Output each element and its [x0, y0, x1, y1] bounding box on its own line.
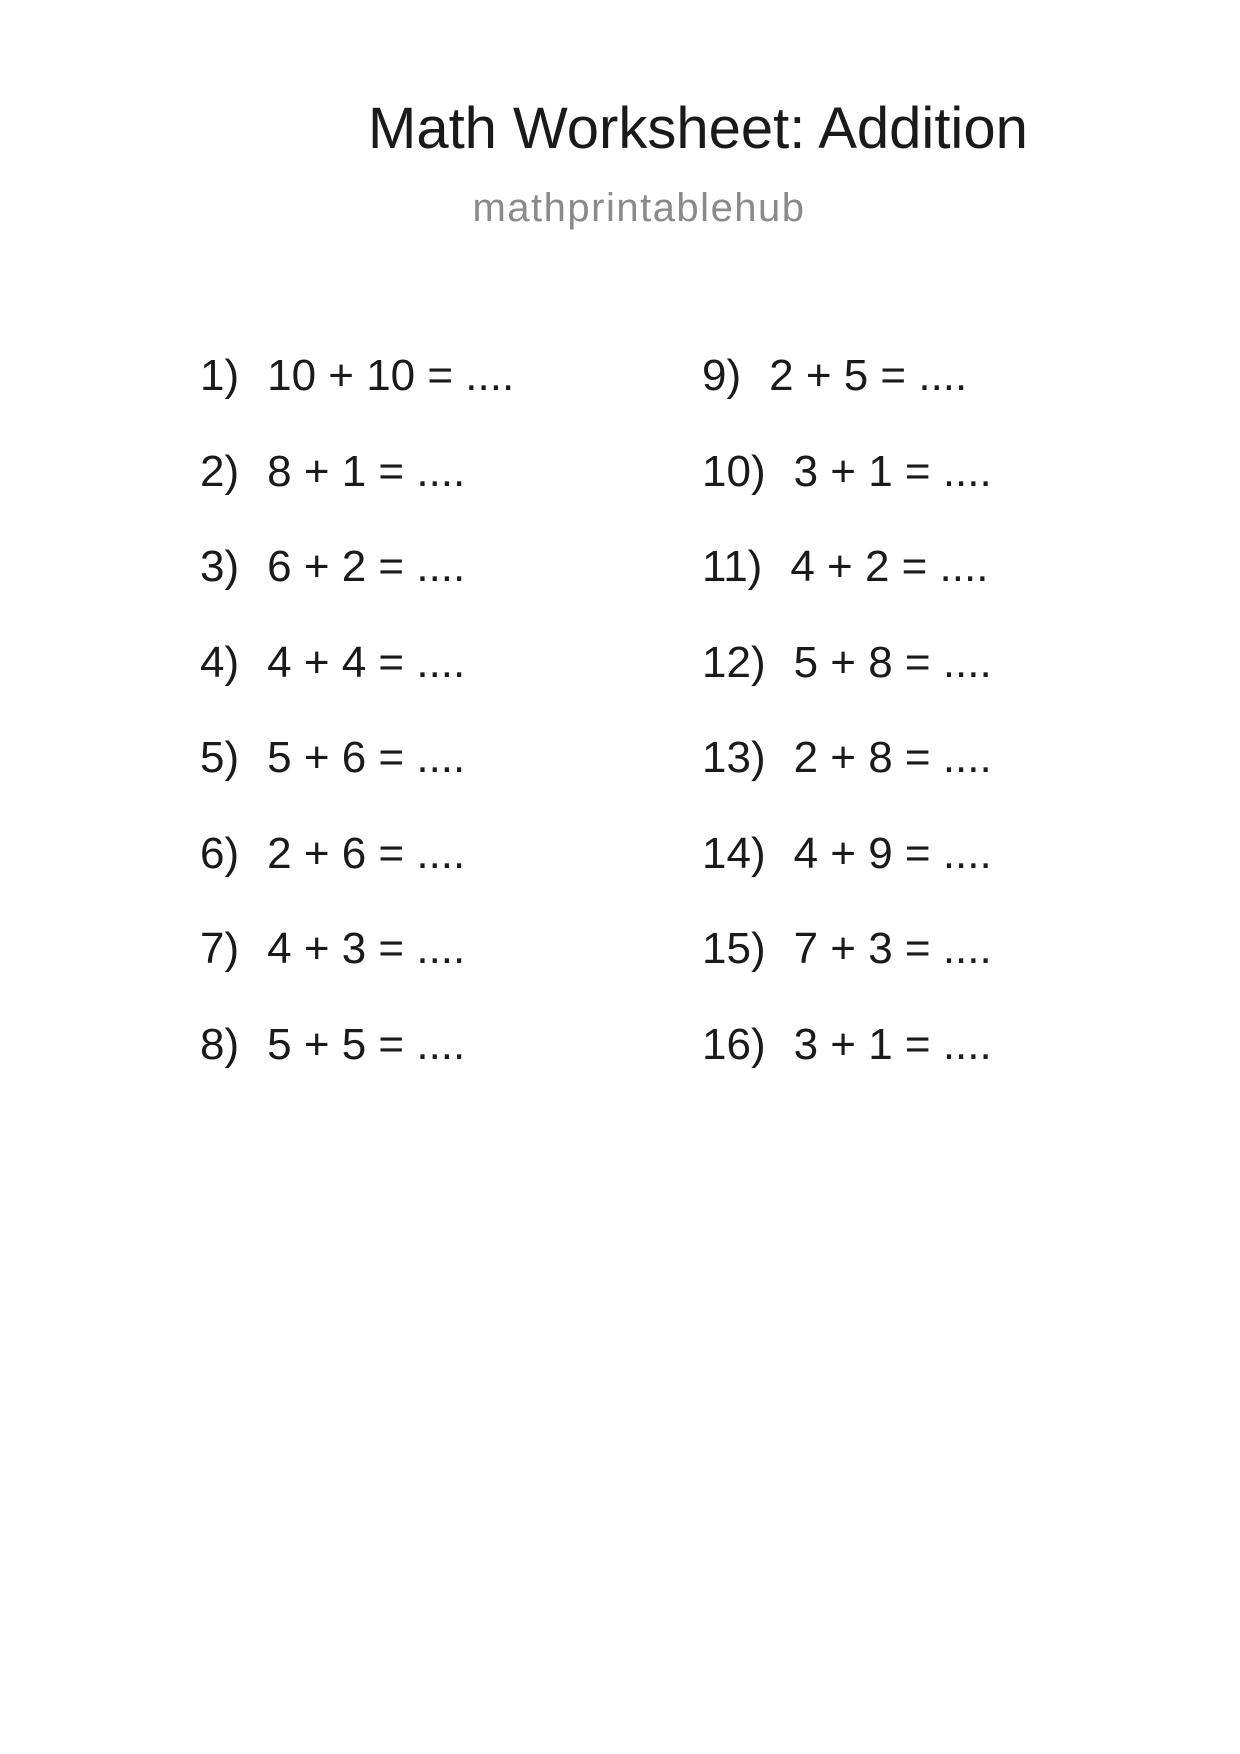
- problem-item-3: [200, 542, 466, 591]
- problem-expression: 5 + 6 = ....: [267, 733, 466, 782]
- problem-item-11: [702, 542, 989, 591]
- problem-item-7: [200, 924, 466, 973]
- problem-number: 10): [702, 447, 766, 496]
- problem-item-4: [200, 638, 466, 687]
- problem-expression: 3 + 1 = ....: [793, 1020, 992, 1069]
- problem-expression: 4 + 9 = ....: [793, 829, 992, 878]
- problem-number: 3): [200, 542, 240, 591]
- problem-item-14: [702, 829, 992, 878]
- problem-expression: 7 + 3 = ....: [793, 924, 992, 973]
- problem-expression: 5 + 8 = ....: [793, 638, 992, 687]
- problem-item-8: [200, 1020, 466, 1069]
- problem-number: 11): [702, 542, 763, 591]
- problem-number: 16): [702, 1020, 766, 1069]
- problem-item-10: [702, 447, 992, 496]
- problem-expression: 6 + 2 = ....: [267, 542, 466, 591]
- problem-item-5: [200, 733, 466, 782]
- problem-item-2: [200, 447, 466, 496]
- problem-number: 4): [200, 638, 240, 687]
- problem-expression: 2 + 5 = ....: [769, 351, 968, 400]
- problem-item-9: [702, 351, 968, 400]
- problem-number: 15): [702, 924, 766, 973]
- page-subtitle: mathprintablehub: [472, 186, 806, 230]
- problem-number: 1): [200, 351, 240, 400]
- problem-number: 9): [702, 351, 742, 400]
- problem-item-12: [702, 638, 992, 687]
- problem-expression: 8 + 1 = ....: [267, 447, 466, 496]
- problem-expression: 10 + 10 = ....: [267, 351, 515, 400]
- problem-item-16: [702, 1020, 992, 1069]
- problem-expression: 4 + 2 = ....: [790, 542, 989, 591]
- problem-number: 8): [200, 1020, 240, 1069]
- problem-number: 12): [702, 638, 766, 687]
- problem-number: 7): [200, 924, 240, 973]
- problem-item-1: [200, 351, 515, 400]
- page-title: Math Worksheet: Addition: [368, 96, 1028, 161]
- problem-expression: 4 + 4 = ....: [267, 638, 466, 687]
- problem-expression: 3 + 1 = ....: [793, 447, 992, 496]
- problem-item-13: [702, 733, 992, 782]
- problem-number: 6): [200, 829, 240, 878]
- problem-expression: 2 + 8 = ....: [793, 733, 992, 782]
- problem-number: 5): [200, 733, 240, 782]
- problem-number: 2): [200, 447, 240, 496]
- problem-number: 14): [702, 829, 766, 878]
- problem-expression: 4 + 3 = ....: [267, 924, 466, 973]
- problem-item-15: [702, 924, 992, 973]
- problem-number: 13): [702, 733, 766, 782]
- problem-item-6: [200, 829, 466, 878]
- problem-expression: 5 + 5 = ....: [267, 1020, 466, 1069]
- problem-expression: 2 + 6 = ....: [267, 829, 466, 878]
